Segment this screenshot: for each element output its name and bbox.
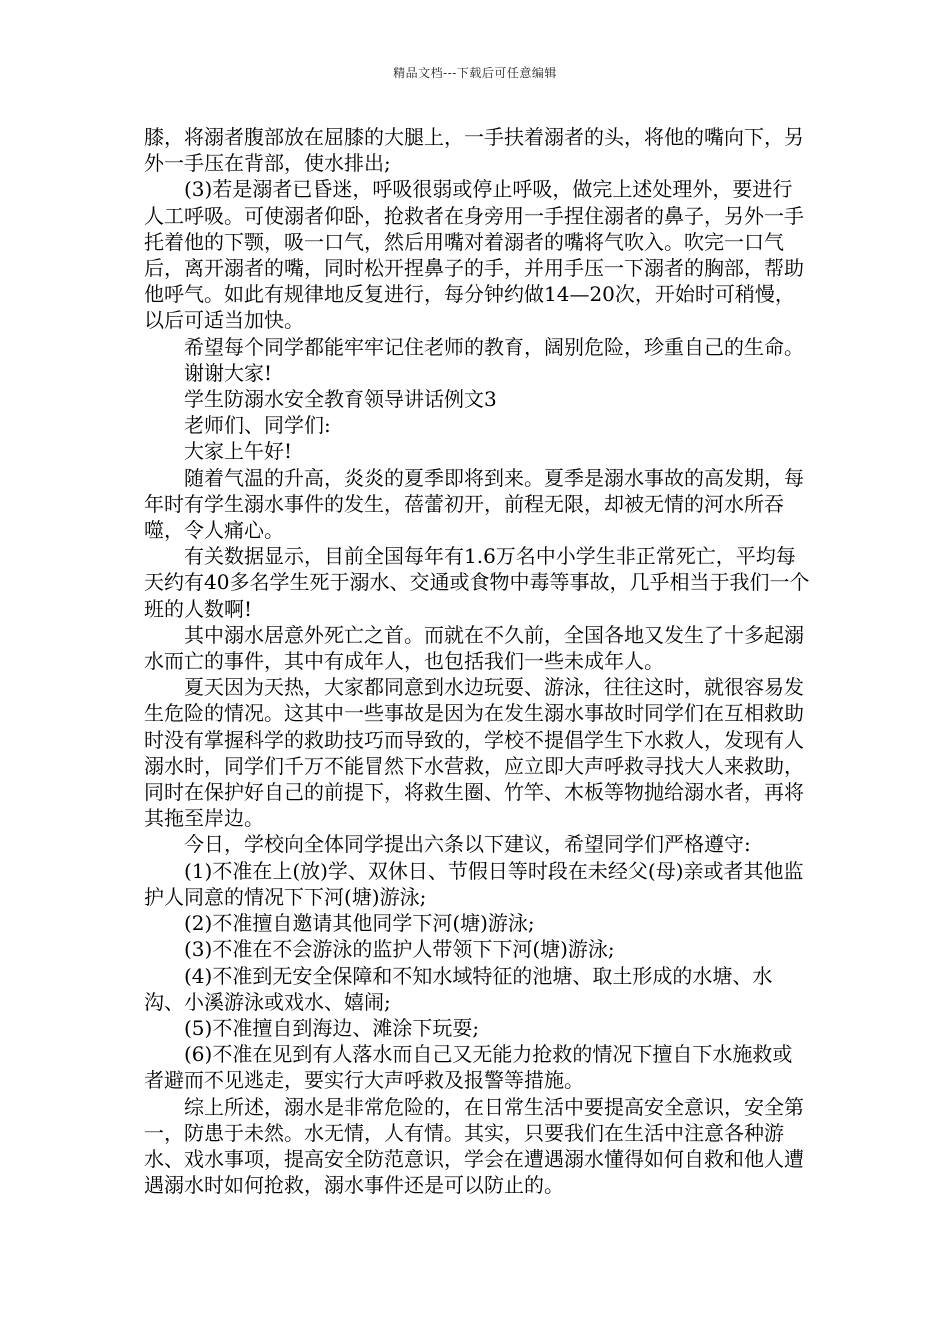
paragraph: 谢谢大家! (184, 360, 273, 385)
paragraph: 其中溺水居意外死亡之首。而就在不久前，全国各地又发生了十多起溺水而亡的事件，其中有成年人，也包括我们一些未成年人。 (144, 622, 804, 674)
paragraph: 学生防溺水安全教育领导讲话例文3 (184, 387, 497, 412)
paragraph: 有关数据显示，目前全国每年有1.6万名中小学生非正常死亡，平均每天约有40多名学生死于溺水、交通或食物中毒等事故，几乎相当于我们一个班的人数啊! (144, 544, 810, 621)
paragraph: (6)不准在见到有人落水而自己又无能力抢救的情况下擅自下水施救或者避而不见逃走，要实行大声呼救及报警等措施。 (144, 1042, 793, 1093)
paragraph: (4)不准到无安全保障和不知水域特征的池塘、取土形成的水塘、水沟、小溪游泳或戏水、嬉闹; (144, 963, 773, 1014)
paragraph: 希望每个同学都能牢牢记住老师的教育，阔别危险，珍重自己的生命。 (184, 334, 804, 359)
document-body (144, 124, 810, 1198)
paragraph: 老师们、同学们: (184, 413, 331, 438)
paragraph: 大家上午好! (184, 439, 293, 464)
paragraph: 膝，将溺者腹部放在屈膝的大腿上，一手扶着溺者的头，将他的嘴向下，另外一手压在背部，使水排出; (144, 125, 804, 176)
paragraph: 随着气温的升高，炎炎的夏季即将到来。夏季是溺水事故的高发期，每年时有学生溺水事件的发生，蓓蕾初开，前程无限，却被无情的河水所吞噬，令人痛心。 (144, 465, 804, 543)
paragraph: (1)不准在上(放)学、双休日、节假日等时段在未经父(母)亲或者其他监护人同意的情况下下河(塘)游泳; (144, 858, 804, 909)
paragraph: (5)不准擅自到海边、滩涂下玩耍; (184, 1015, 480, 1040)
paragraph: 今日，学校向全体同学提出六条以下建议，希望同学们严格遵守: (184, 832, 751, 857)
paragraph: (2)不准擅自邀请其他同学下河(塘)游泳; (184, 911, 535, 936)
paragraph: 综上所述，溺水是非常危险的，在日常生活中要提高安全意识，安全第一，防患于未然。水无情，人有情。其实，只要我们在生活中注意各种游水、戏水事项，提高安全防范意识，学会在遭遇溺水懂得如何自救和他人遭遇溺水时如何抢救，溺水事件还是可以防止的。 (144, 1094, 804, 1198)
paragraph: (3)不准在不会游泳的监护人带领下下河(塘)游泳; (184, 937, 615, 962)
paragraph: (3)若是溺者已昏迷，呼吸很弱或停止呼吸，做完上述处理外，要进行人工呼吸。可使溺者仰卧，抢救者在身旁用一手捏住溺者的鼻子，另外一手托着他的下颚，吸一口气，然后用嘴对着溺者的嘴将气吹入。吹完一口气后，离开溺者的嘴，同时松开捏鼻子的手，并用手压一下溺者的胸部，帮助他呼气。如此有规律地反复进行，每分钟约做14—20次，开始时可稍慢，以后可适当加快。 (144, 177, 804, 333)
page-header: 精品文档---下载后可任意编辑 (393, 66, 557, 80)
paragraph: 夏天因为天热，大家都同意到水边玩耍、游泳，往往这时，就很容易发生危险的情况。这其中一些事故是因为在发生溺水事故时同学们在互相救助时没有掌握科学的救助技巧而导致的，学校不提倡学生下水救人，发现有人溺水时，同学们千万不能冒然下水营救，应立即大声呼救寻找大人来救助，同时在保护好自己的前提下，将救生圈、竹竿、木板等物抛给溺水者，再将其拖至岸边。 (144, 675, 804, 831)
